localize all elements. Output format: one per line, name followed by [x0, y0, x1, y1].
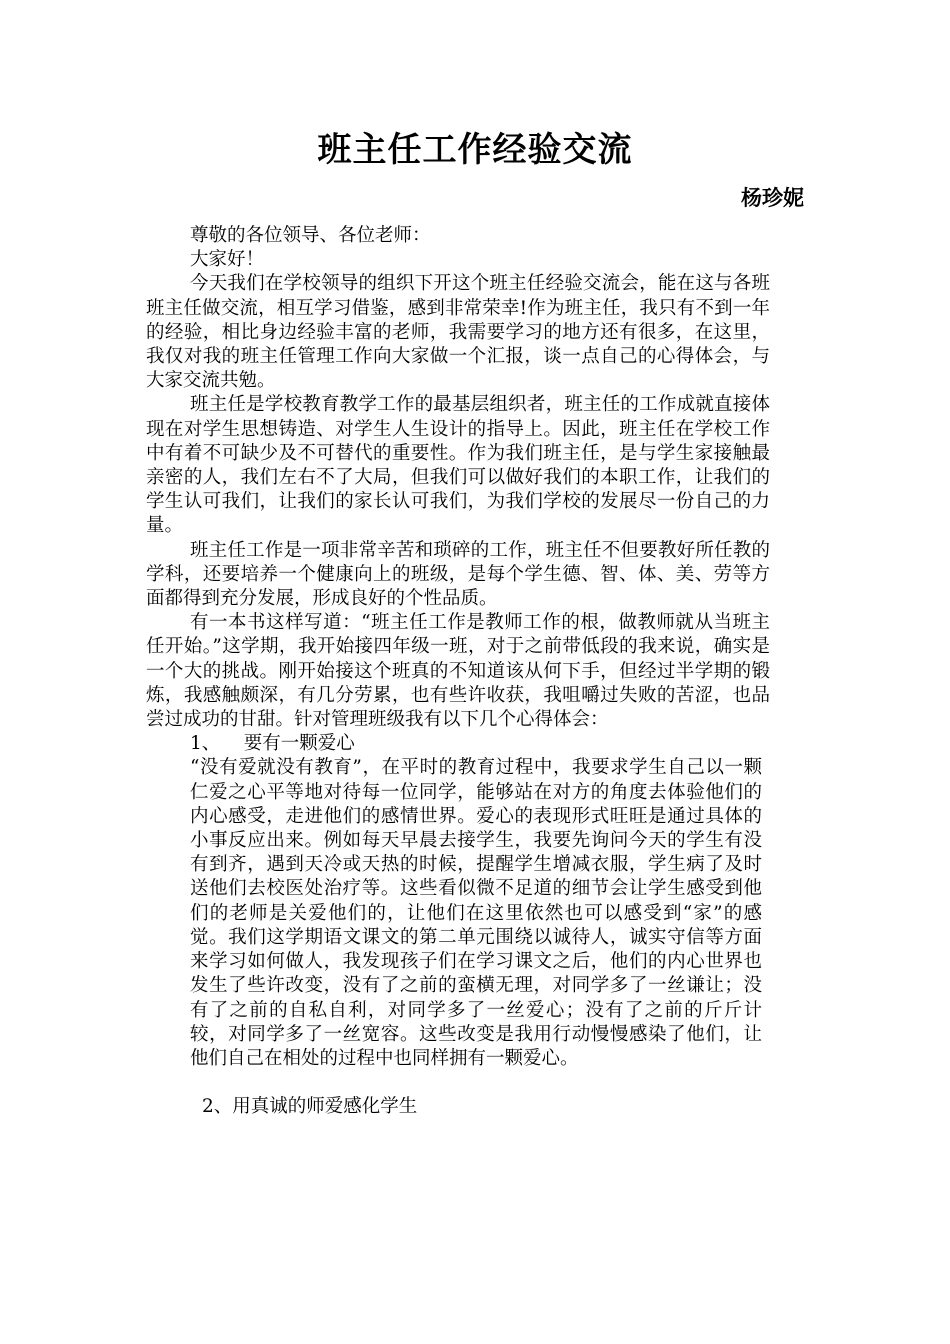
paragraph-role: 班主任是学校教育教学工作的最基层组织者，班主任的工作成就直接体现在对学生思想铸造、对学生人生设计的指导上。因此，班主任在学校工作中有着不可缺少及不可替代的重要性。作为我们班主任，是与学生家接触最亲密的人，我们左右不了大局，但我们可以做好我们的本职工作，让我们的学生认可我们，让我们的家长认可我们，为我们学校的发展尽一份自己的力量。 — [146, 394, 770, 537]
document-body — [146, 224, 770, 1119]
greeting-line: 尊敬的各位领导、各位老师： — [190, 225, 431, 246]
section-heading-2: 2、用真诚的师爱感化学生 — [202, 1096, 418, 1118]
section-heading-1: 1、 要有一颗爱心 — [190, 733, 355, 755]
paragraph-duty: 班主任工作是一项非常辛苦和琐碎的工作，班主任不但要教好所任教的学科，还要培养一个健康向上的班级，是每个学生德、智、体、美、劳等方面都得到充分发展，形成良好的个性品质。 — [146, 539, 770, 610]
paragraph-intro: 今天我们在学校领导的组织下开这个班主任经验交流会，能在这与各班班主任做交流，相互学习借鉴，感到非常荣幸!作为班主任，我只有不到一年的经验，相比身边经验丰富的老师，我需要学习的地方还有很多，在这里，我仅对我的班主任管理工作向大家做一个汇报，谈一点自己的心得体会，与大家交流共勉。 — [146, 273, 770, 392]
section-1-body: “没有爱就没有教育”，在平时的教育过程中，我要求学生自己以一颗仁爱之心平等地对待每一位同学，能够站在对方的角度去体验他们的内心感受，走进他们的感情世界。爱心的表现形式旺旺是通过具体的小事反应出来。例如每天早晨去接学生，我要先询问今天的学生有没有到齐，遇到天冷或天热的时候，提醒学生增减衣服，学生病了及时送他们去校医处治疗等。这些看似微不足道的细节会让学生感受到他们的老师是关爱他们的，让他们在这里依然也可以感受到“家”的感觉。我们这学期语文课文的第二单元围绕以诚待人，诚实守信等方面来学习如何做人，我发现孩子们在学习课文之后，他们的内心世界也发生了些许改变，没有了之前的蛮横无理，对同学多了一丝谦让；没有了之前的自私自利，对同学多了一丝爱心；没有了之前的斤斤计较，对同学多了一丝宽容。这些改变是我用行动慢慢感染了他们，让他们自己在相处的过程中也同样拥有一颗爱心。 — [190, 757, 762, 1069]
author-name: 杨珍妮 — [741, 185, 804, 210]
hello-line: 大家好！ — [190, 249, 265, 271]
paragraph-experience: 有一本书这样写道：“班主任工作是教师工作的根，做教师就从当班主任开始。”这学期，我开始接四年级一班，对于之前带低段的我来说，确实是一个大的挑战。刚开始接这个班真的不知道该从何下手，但经过半学期的锻炼，我感触颇深，有几分劳累，也有些许收获，我咀嚼过失败的苦涩，也品尝过成功的甘甜。针对管理班级我有以下几个心得体会： — [146, 612, 770, 731]
document-title: 班主任工作经验交流 — [317, 130, 633, 170]
